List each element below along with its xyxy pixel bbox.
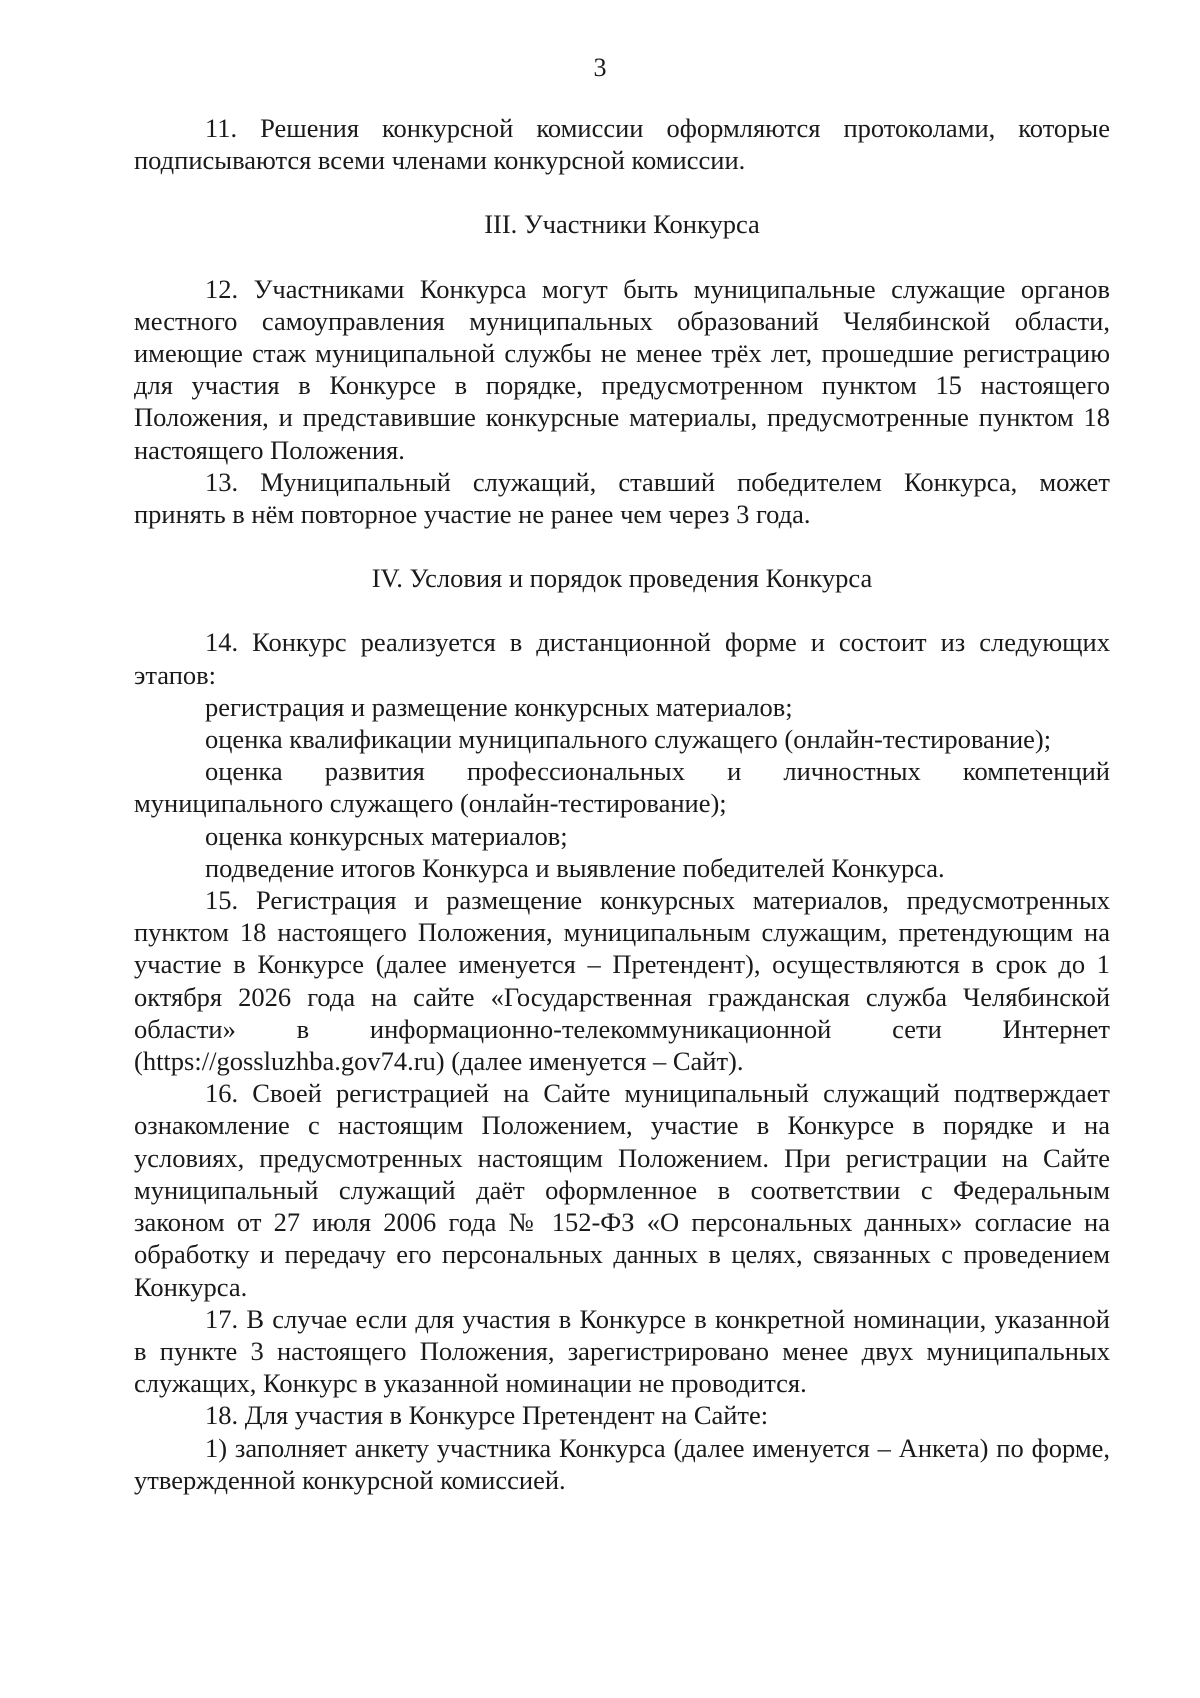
paragraph-14-item: регистрация и размещение конкурсных материалов; [205, 691, 793, 722]
paragraph-18: 18. Для участия в Конкурсе Претендент на Сайте: [205, 1400, 769, 1431]
paragraph-15: 15. Регистрация и размещение конкурсных материалов, предусмотренных пунктом 18 настоящего Положения, муниципальным служащим, претендующим на участие в Конкурсе (далее именуется – Претендент), осуществляются в срок до 1 октября 2026 года на сайте «Государственная гражданская служба Челябинской области» в информационно-телекоммуникационной сети Интернет (https://gossluzhba.gov74.ru) (далее именуется – Сайт). [134, 885, 1110, 1077]
paragraph-14-item: оценка развития профессиональных и личностных компетенций муниципального служащего (онлайн-тестирование); [134, 756, 1110, 819]
paragraph-14-item: подведение итогов Конкурса и выявление победителей Конкурса. [205, 852, 945, 883]
paragraph-18-item-1: 1) заполняет анкету участника Конкурса (далее именуется – Анкета) по форме, утвержденной конкурсной комиссией. [134, 1432, 1110, 1495]
paragraph-14-item: оценка квалификации муниципального служащего (онлайн-тестирование); [205, 724, 1052, 755]
paragraph-14-item: оценка конкурсных материалов; [205, 820, 568, 851]
section-4-title: IV. Условия и порядок проведения Конкурса [371, 563, 873, 594]
paragraph-13: 13. Муниципальный служащий, ставший победителем Конкурса, может принять в нём повторное участие не ранее чем через 3 года. [134, 466, 1110, 530]
section-3-title: III. Участники Конкурса [484, 209, 760, 240]
paragraph-12: 12. Участниками Конкурса могут быть муниципальные служащие органов местного самоуправления муниципальных образований Челябинской области, имеющие стаж муниципальной службы не менее трёх лет, прошедшие регистрацию для участия в Конкурсе в порядке, предусмотренном пунктом 15 настоящего Положения, и представившие конкурсные материалы, предусмотренные пунктом 18 настоящего Положения. [134, 273, 1110, 465]
paragraph-16: 16. Своей регистрацией на Сайте муниципальный служащий подтверждает ознакомление с настоящим Положением, участие в Конкурсе в порядке и на условиях, предусмотренных настоящим Положением. При регистрации на Сайте муниципальный служащий даёт оформленное в соответствии с Федеральным законом от 27 июля 2006 года № 152-ФЗ «О персональных данных» согласие на обработку и передачу его персональных данных в целях, связанных с проведением Конкурса. [134, 1078, 1110, 1302]
paragraph-14: 14. Конкурс реализуется в дистанционной форме и состоит из следующих этапов: [134, 627, 1110, 690]
page-number: 3 [593, 53, 607, 82]
document-body [134, 112, 1110, 1496]
paragraph-11: 11. Решения конкурсной комиссии оформляются протоколами, которые подписываются всеми членами конкурсной комиссии. [134, 113, 1110, 176]
paragraph-17: 17. В случае если для участия в Конкурсе в конкретной номинации, указанной в пункте 3 настоящего Положения, зарегистрировано менее двух муниципальных служащих, Конкурс в указанной номинации не проводится. [134, 1303, 1110, 1399]
